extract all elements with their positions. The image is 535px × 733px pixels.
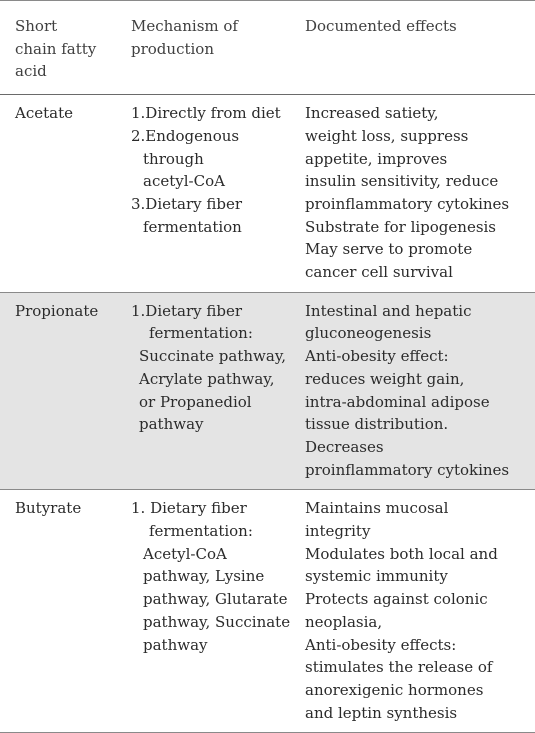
effects-line: cancer cell survival: [305, 263, 453, 282]
effects-line: systemic immunity: [305, 567, 448, 586]
mechanism-line: pathway: [139, 415, 204, 434]
mechanism-line: 2.Endogenous: [131, 126, 240, 145]
effects-line: Modulates both local and: [305, 544, 498, 563]
effects-cell: [303, 95, 535, 293]
acid-name-text: Butyrate: [15, 499, 82, 518]
effects-cell: [303, 490, 535, 733]
header-effects: [303, 1, 535, 95]
header-mechanism: [117, 1, 303, 95]
header-text: Short: [15, 17, 58, 35]
effects-line: neoplasia,: [305, 612, 383, 631]
mechanism-line: Succinate pathway,: [139, 347, 287, 366]
mechanism-cell: [117, 292, 303, 490]
acid-name-text: Propionate: [15, 301, 99, 320]
header-row: [0, 1, 535, 95]
effects-line: gluconeogenesis: [305, 324, 432, 343]
mechanism-line: fermentation:: [149, 324, 253, 343]
effects-line: Decreases: [305, 437, 384, 456]
mechanism-cell: [117, 95, 303, 293]
acid-name: [0, 292, 117, 490]
mechanism-line: 1.Directly from diet: [131, 104, 281, 123]
mechanism-line: 3.Dietary fiber: [131, 194, 243, 213]
mechanism-line: 1.Dietary fiber: [131, 301, 243, 320]
header-text: Mechanism of: [131, 17, 238, 35]
effects-line: proinflammatory cytokines: [305, 194, 510, 213]
effects-line: Intestinal and hepatic: [305, 301, 472, 320]
mechanism-line: through: [143, 149, 204, 168]
effects-line: anorexigenic hormones: [305, 680, 484, 699]
header-text: production: [131, 39, 214, 58]
mechanism-line: pathway, Succinate: [143, 612, 291, 631]
effects-line: Increased satiety,: [305, 104, 439, 123]
effects-line: Substrate for lipogenesis: [305, 217, 497, 236]
mechanism-cell: [117, 490, 303, 733]
table-row-butyrate: [0, 490, 535, 733]
effects-line: stimulates the release of: [305, 658, 493, 677]
effects-line: integrity: [305, 522, 371, 541]
effects-line: Anti-obesity effect:: [305, 347, 449, 366]
effects-line: Maintains mucosal: [305, 499, 449, 518]
effects-line: reduces weight gain,: [305, 369, 465, 388]
mechanism-line: fermentation:: [149, 522, 253, 541]
mechanism-line: fermentation: [143, 217, 242, 236]
acid-name-text: Acetate: [15, 104, 73, 123]
effects-line: proinflammatory cytokines: [305, 460, 510, 479]
effects-line: appetite, improves: [305, 149, 448, 168]
acid-name: [0, 490, 117, 733]
header-acid: [0, 1, 117, 95]
effects-line: intra-abdominal adipose: [305, 392, 490, 411]
acid-name: [0, 95, 117, 293]
mechanism-line: 1. Dietary fiber: [131, 499, 247, 518]
table-row-acetate: [0, 95, 535, 293]
effects-line: Anti-obesity effects:: [305, 635, 457, 654]
effects-line: Protects against colonic: [305, 590, 488, 609]
effects-line: and leptin synthesis: [305, 703, 458, 722]
effects-cell: [303, 292, 535, 490]
header-text: acid: [15, 62, 47, 81]
effects-line: tissue distribution.: [305, 415, 449, 434]
mechanism-line: pathway: [143, 635, 208, 654]
mechanism-line: or Propanediol: [139, 392, 252, 411]
effects-line: May serve to promote: [305, 240, 473, 259]
mechanism-line: pathway, Glutarate: [143, 590, 288, 609]
header-text: chain fatty: [15, 39, 97, 58]
mechanism-line: acetyl-CoA: [143, 172, 225, 191]
effects-line: weight loss, suppress: [305, 126, 469, 145]
mechanism-line: Acrylate pathway,: [139, 369, 275, 388]
mechanism-line: pathway, Lysine: [143, 567, 265, 586]
mechanism-line: Acetyl-CoA: [143, 544, 227, 563]
table-row-propionate: [0, 292, 535, 490]
effects-line: insulin sensitivity, reduce: [305, 172, 499, 191]
header-text: Documented effects: [305, 17, 457, 35]
